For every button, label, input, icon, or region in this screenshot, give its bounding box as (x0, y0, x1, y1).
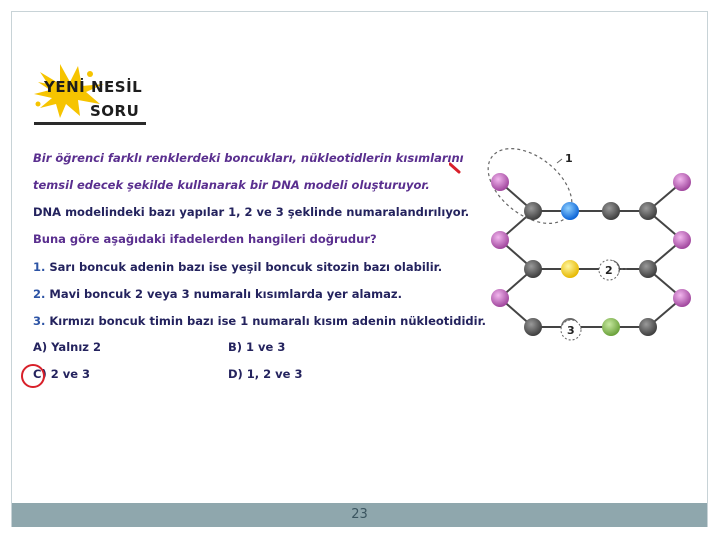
label-3: 3 (567, 324, 575, 337)
base-bead-gray (602, 202, 620, 220)
question-intro-line-2: temsil edecek şekilde kullanarak bir DNA modeli oluşturuyor. (33, 178, 430, 192)
dna-bead-model (475, 140, 700, 355)
selected-answer-marker (21, 364, 45, 388)
phosphate-bead-gray (524, 260, 542, 278)
sugar-bead-purple (673, 231, 691, 249)
statement-3 (33, 314, 486, 328)
base-bead-green (602, 318, 620, 336)
statement-3-text: Kırmızı boncuk timin bazı ise 1 numaralı kısım adenin nükleotididir. (49, 314, 486, 328)
base-bead-blue (561, 202, 579, 220)
phosphate-bead-gray (524, 202, 542, 220)
logo-underline (34, 122, 146, 125)
statement-3-number: 3. (33, 314, 46, 328)
phosphate-bead-gray (524, 318, 542, 336)
statement-2-text: Mavi boncuk 2 veya 3 numaralı kısımlarda yer alamaz. (49, 287, 402, 301)
page-number: 23 (351, 507, 368, 522)
phosphate-bead-gray (639, 260, 657, 278)
sugar-bead-purple (491, 231, 509, 249)
phosphate-bead-gray (639, 202, 657, 220)
region-1-pointer (557, 159, 562, 163)
option-d[interactable]: D) 1, 2 ve 3 (228, 367, 303, 381)
footer-bar (12, 503, 707, 527)
question-prompt: Buna göre aşağıdaki ifadelerden hangileri doğrudur? (33, 232, 377, 246)
statement-2 (33, 287, 402, 301)
sugar-bead-purple (673, 173, 691, 191)
statement-1-text: Sarı boncuk adenin bazı ise yeşil boncuk sitozin bazı olabilir. (49, 260, 443, 274)
sugar-bead-purple (673, 289, 691, 307)
option-b[interactable]: B) 1 ve 3 (228, 340, 286, 354)
logo-subtitle: SORU (90, 102, 140, 120)
label-1: 1 (565, 152, 573, 165)
sugar-bead-purple (491, 289, 509, 307)
label-2: 2 (605, 264, 613, 277)
question-intro-line-1: Bir öğrenci farklı renklerdeki boncukları, nükleotidlerin kısımlarını (33, 151, 464, 165)
statement-2-number: 2. (33, 287, 46, 301)
pencil-mark-icon (449, 162, 461, 174)
statement-1-number: 1. (33, 260, 46, 274)
option-a[interactable]: A) Yalnız 2 (33, 340, 101, 354)
yeni-nesil-logo (30, 60, 160, 130)
option-c[interactable]: C) 2 ve 3 (33, 367, 91, 381)
logo-title: YENİ NESİL (44, 78, 143, 96)
question-numbering: DNA modelindeki bazı yapılar 1, 2 ve 3 şeklinde numaralandırılıyor. (33, 205, 470, 219)
phosphate-bead-gray (639, 318, 657, 336)
statement-1 (33, 260, 442, 274)
base-bead-yellow (561, 260, 579, 278)
sugar-bead-purple (491, 173, 509, 191)
